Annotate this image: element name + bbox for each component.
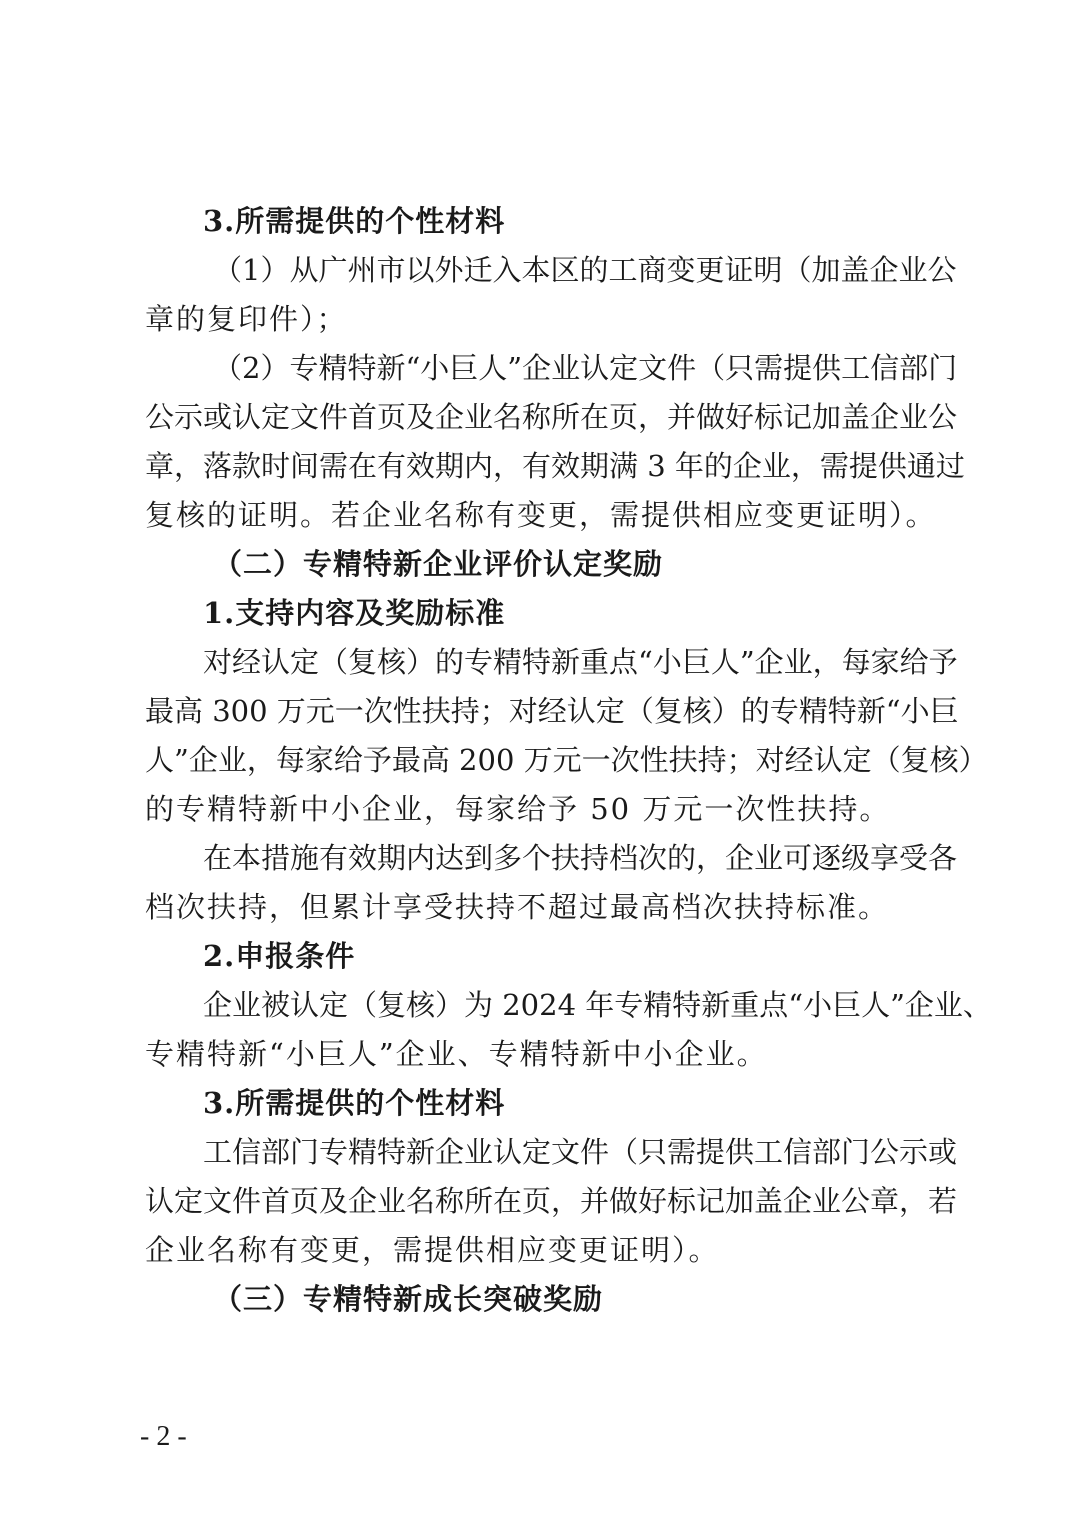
section-heading-2: （二）专精特新企业评价认定奖励 (213, 547, 664, 581)
heading-application-conditions: 2.申报条件 (203, 939, 356, 973)
paragraph-line: 工信部门专精特新企业认定文件（只需提供工信部门公示或 (203, 1135, 958, 1169)
paragraph-line: 章的复印件）； (145, 302, 348, 336)
paragraph-line: 复核的证明。若企业名称有变更，需提供相应变更证明）。 (145, 498, 937, 532)
paragraph-line: 企业被认定（复核）为 2024 年专精特新重点“小巨人”企业、 (203, 988, 992, 1022)
paragraph-line: 的专精特新中小企业，每家给予 50 万元一次性扶持。 (145, 792, 891, 826)
page-number: - 2 - (140, 1421, 187, 1452)
paragraph-line: 认定文件首页及企业名称所在页，并做好标记加盖企业公章，若 (145, 1184, 958, 1218)
paragraph-line: （2）专精特新“小巨人”企业认定文件（只需提供工信部门 (213, 351, 958, 385)
paragraph-line: 企业名称有变更，需提供相应变更证明）。 (145, 1233, 720, 1267)
paragraph-line: 档次扶持，但累计享受扶持不超过最高档次扶持标准。 (145, 890, 890, 924)
section-heading-3: （三）专精特新成长突破奖励 (213, 1282, 604, 1316)
heading-materials-1: 3.所需提供的个性材料 (203, 204, 506, 238)
paragraph-line: 章，落款时间需在有效期内，有效期满 3 年的企业，需提供通过 (145, 449, 965, 483)
paragraph-line: 对经认定（复核）的专精特新重点“小巨人”企业，每家给予 (203, 645, 958, 679)
paragraph-line: 最高 300 万元一次性扶持；对经认定（复核）的专精特新“小巨 (145, 694, 959, 728)
paragraph-line: 专精特新“小巨人”企业、专精特新中小企业。 (145, 1037, 768, 1071)
paragraph-line: （1）从广州市以外迁入本区的工商变更证明（加盖企业公 (213, 253, 957, 287)
heading-support-content: 1.支持内容及奖励标准 (203, 596, 506, 630)
paragraph-line: 在本措施有效期内达到多个扶持档次的，企业可逐级享受各 (203, 841, 958, 875)
paragraph-line: 人”企业，每家给予最高 200 万元一次性扶持；对经认定（复核） (145, 743, 988, 777)
heading-materials-2: 3.所需提供的个性材料 (203, 1086, 506, 1120)
paragraph-line: 公示或认定文件首页及企业名称所在页，并做好标记加盖企业公 (145, 400, 958, 434)
